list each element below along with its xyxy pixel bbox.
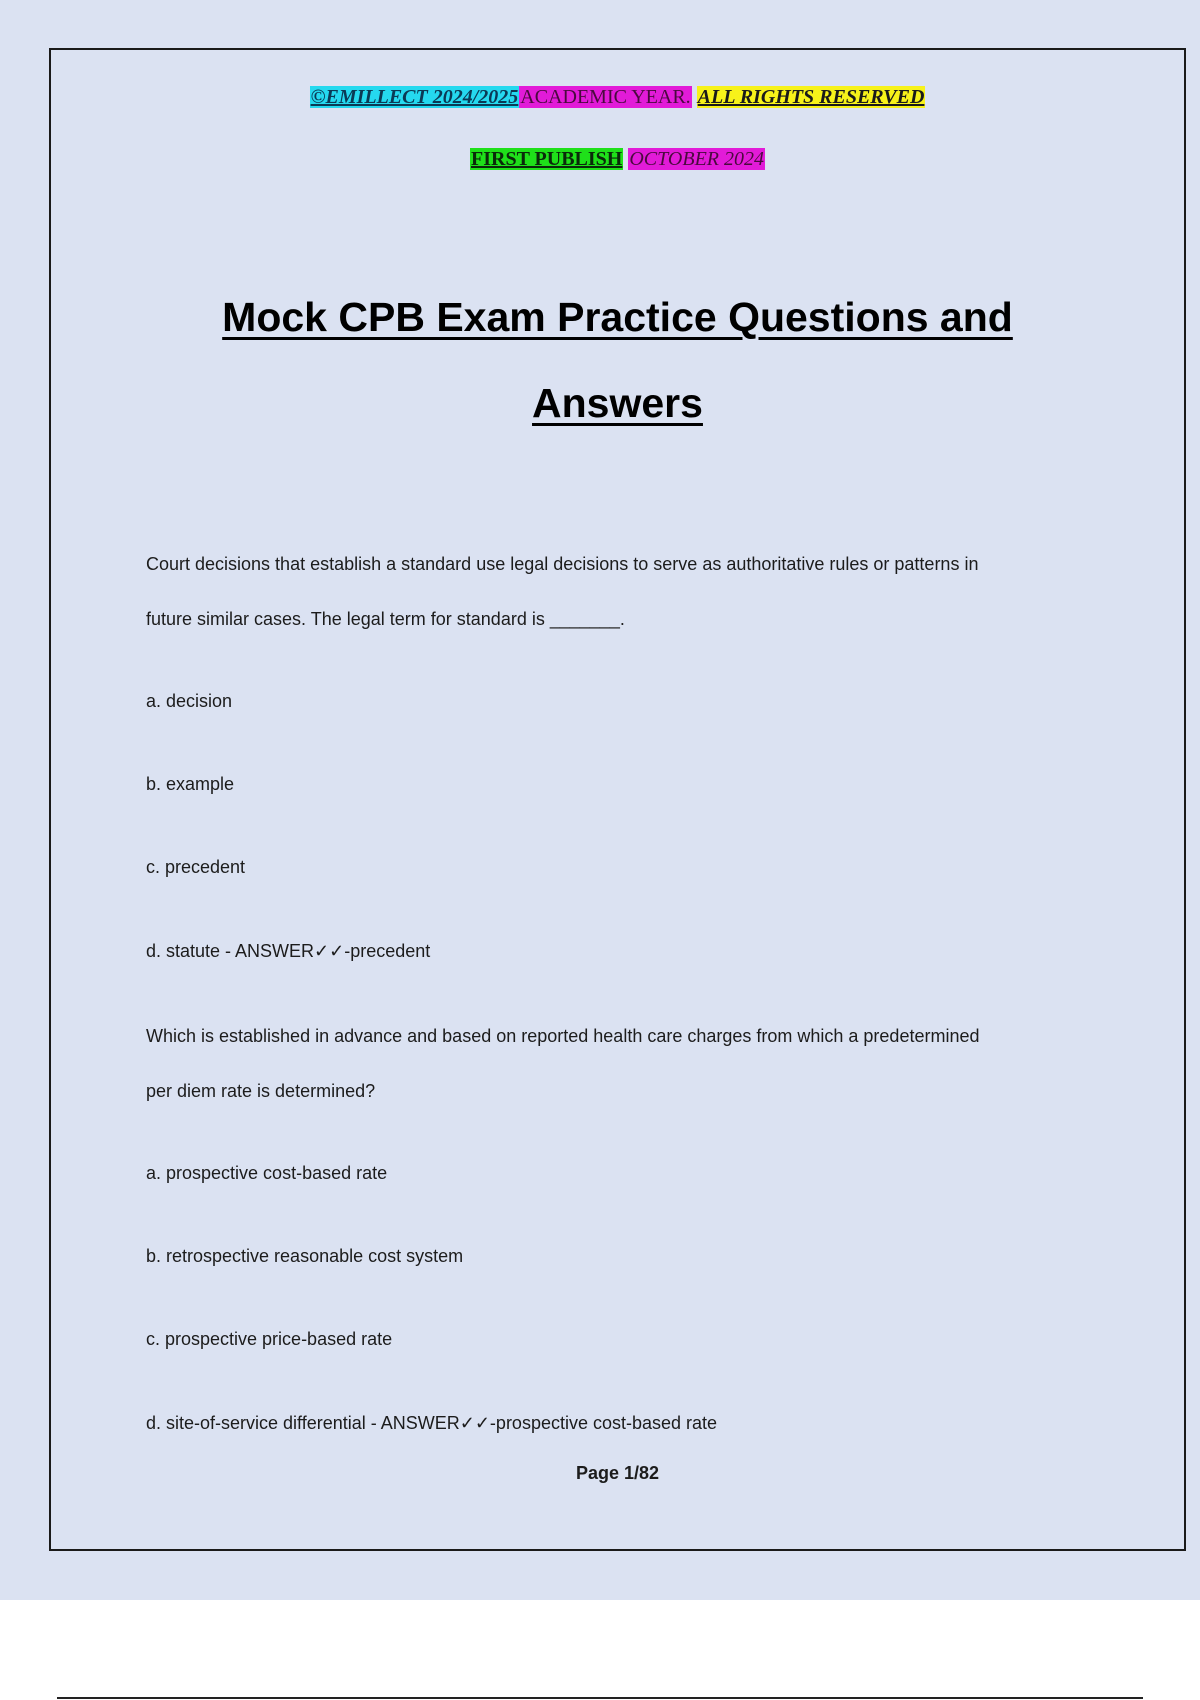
question-1-option-a: a. decision: [146, 691, 233, 711]
question-1-stem-line-2: future similar cases. The legal term for standard is _______.: [146, 609, 625, 629]
question-2-option-b: b. retrospective reasonable cost system: [146, 1246, 464, 1266]
document-title-line-1: Mock CPB Exam Practice Questions and: [222, 294, 1013, 340]
bottom-divider: [57, 1697, 1143, 1699]
first-publish-text: FIRST PUBLISH: [471, 148, 623, 170]
question-2-option-a: a. prospective cost-based rate: [146, 1163, 388, 1183]
copyright-text: ©EMILLECT 2024/2025: [310, 86, 519, 108]
copyright-header: [51, 86, 1184, 109]
rights-reserved-text: ALL RIGHTS RESERVED: [697, 86, 925, 108]
question-2-stem-line-1: Which is established in advance and based on reported health care charges from which a predetermined: [146, 1026, 980, 1046]
publish-header: [51, 148, 1184, 171]
document-page: [49, 48, 1186, 1551]
question-2-stem-line-2: per diem rate is determined?: [146, 1081, 376, 1101]
page-number: Page 1/82: [575, 1463, 660, 1483]
question-2-option-c: c. prospective price-based rate: [146, 1329, 393, 1349]
question-1-option-d-answer: d. statute - ANSWER✓✓-precedent: [146, 941, 431, 961]
question-1-option-b: b. example: [146, 774, 235, 794]
publish-date-text: OCTOBER 2024: [629, 148, 764, 170]
document-title-line-2: Answers: [532, 380, 703, 426]
question-1-stem-line-1: Court decisions that establish a standard use legal decisions to serve as authoritative rules or patterns in: [146, 554, 979, 574]
question-2-option-d-answer: d. site-of-service differential - ANSWER✓✓-prospective cost-based rate: [146, 1413, 718, 1433]
academic-year-text: ACADEMIC YEAR.: [520, 86, 691, 108]
question-1-option-c: c. precedent: [146, 857, 246, 877]
